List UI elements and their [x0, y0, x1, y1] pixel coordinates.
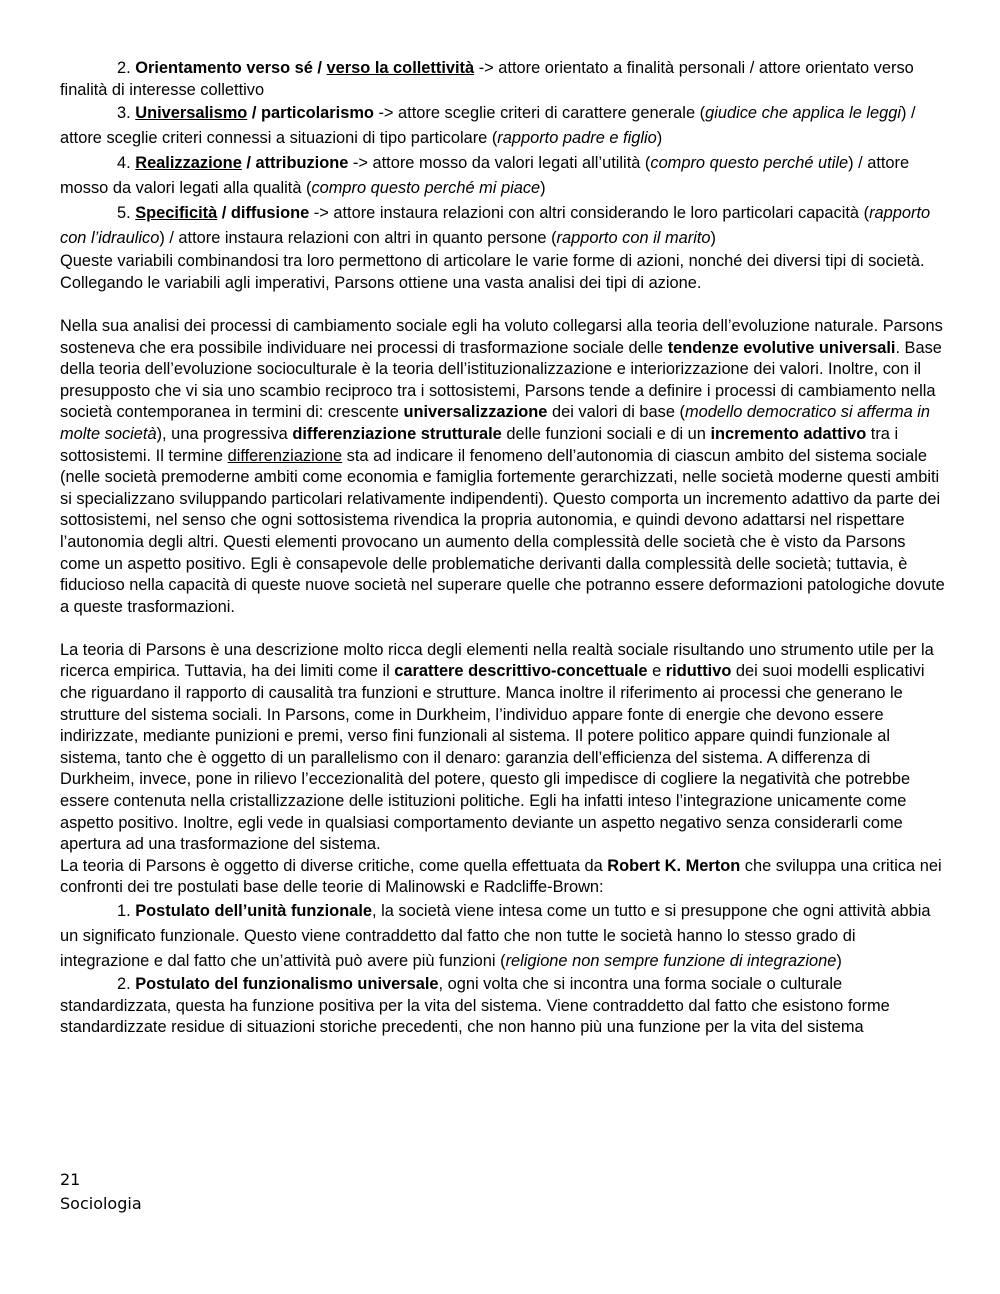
list-item-text: ) / attore sceglie criteri connessi a situazioni di tipo particolare ( — [60, 104, 916, 148]
paragraph-text: delle funzioni sociali e di un — [501, 424, 711, 443]
paragraph-text: dei suoi modelli esplicativi che riguardano il rapporto di causalità tra funzioni e strutture. Manca inoltre il riferimento ai processi che generano le strutture del sistema sociali. In Parsons, come in Durkheim, l’individuo appare fonte di energie che devono essere indirizzate, mediante punizioni e premi, verso fini funzionali al sistema. Il potere politico appare quindi funzionale al sistema, tanto che è oggetto di un parallelismo con il denaro: garanzia dell’efficienza del sistema. A differenza di Durkheim, invece, pone in rilievo l’eccezionalità del potere, questo gli impedisce di cogliere la negatività che potrebbe essere contenuta nella cristallizzazione delle istituzioni politiche. Egli ha infatti inteso l’integrazione unicamente come aspetto positivo. Inoltre, egli vede in qualsiasi comportamento deviante un aspetto negativo senza considerarli come apertura ad una trasformazione del sistema. — [60, 662, 925, 854]
list-item-number: 2. — [117, 59, 131, 77]
paragraph-text: ), una progressiva — [156, 424, 293, 443]
bold-term: Robert K. Merton — [607, 856, 741, 875]
bold-term: incremento adattivo — [710, 424, 867, 443]
bold-term: universalizzazione — [403, 403, 548, 422]
paragraph-text: La teoria di Parsons è oggetto di diverse critiche, come quella effettuata da — [60, 856, 608, 875]
example-italic: rapporto con l’idraulico — [60, 204, 931, 248]
example-italic: rapporto padre e figlio — [497, 129, 657, 148]
list-item-realizzazione — [60, 151, 945, 201]
bold-term: riduttivo — [665, 662, 732, 681]
list-item-postulato-unita — [60, 899, 945, 974]
paragraph-text: Nella sua analisi dei processi di cambiamento sociale egli ha voluto collegarsi alla teoria dell’evoluzione naturale. Parsons sosteneva che era possibile individuare nei processi di trasformazione sociale delle — [60, 316, 943, 357]
page-number: 21 — [60, 1170, 81, 1189]
list-item-number: 2. — [117, 975, 131, 993]
list-item-number: 1. — [117, 902, 131, 920]
list-item-text: , ogni volta che si incontra una forma sociale o culturale standardizzata, questa ha funzione positiva per la vita del sistema. Viene contraddetto dal fatto che esistono forme standardizzate residue di situazioni storiche precedenti, che non hanno più una funzione per la vita del sistema — [60, 975, 890, 1037]
paragraph-text: La teoria di Parsons è una descrizione molto ricca degli elementi nella realtà sociale risultando uno strumento utile per la ricerca empirica. Tuttavia, ha dei limiti come il — [60, 640, 934, 681]
list-item-number: 5. — [117, 204, 131, 223]
example-italic: religione non sempre funzione di integrazione — [505, 952, 837, 970]
term-specificita: Specificità — [135, 204, 218, 223]
paragraph-limits — [60, 640, 945, 856]
term-separator: / — [312, 59, 327, 77]
term-universalismo: Universalismo — [135, 104, 248, 123]
paragraph-gap — [60, 294, 945, 316]
paragraph-text: sta ad indicare il fenomeno dell’autonomia di ciascun ambito del sistema sociale (nelle società premoderne ambiti come economia e famiglia fortemente gerarchizzati, nelle società moderne questi ambiti si specializzano sviluppando particolari relativamente indipendenti). Questo comporta un incremento adattivo da parte dei sottosistemi, nel senso che ogni sottosistema rivendica la propria autonomia, e quindi devono adattarsi nel rispettare l’autonomia degli altri. Questi elementi provocano un aumento della complessità delle società che è visto da Parsons come un aspetto positivo. Egli è consapevole delle problematiche derivanti dalla complessità delle società; tuttavia, è fiducioso nella capacità di queste nuove società nel superare quelle che potranno essere deformazioni patologiche dovute a queste trasformazioni. — [60, 446, 945, 616]
list-item-number: 4. — [117, 154, 131, 173]
example-italic: compro questo perché utile — [650, 154, 849, 173]
list-item-text: ) — [710, 229, 716, 248]
bold-term: Postulato dell’unità funzionale — [135, 902, 372, 920]
page-footer — [60, 1168, 142, 1216]
list-item-postulato-funzionalismo — [60, 974, 945, 1039]
list-item-text: ) — [836, 952, 842, 970]
list-item-text: -> attore instaura relazioni con altri considerando le loro particolari capacità ( — [309, 204, 870, 223]
term-verso-collettivita: verso la collettività — [326, 59, 475, 77]
subject-label: Sociologia — [60, 1194, 142, 1213]
example-italic: rapporto con il marito — [556, 229, 711, 248]
bold-term: differenziazione strutturale — [292, 424, 502, 443]
list-item-text: ) / attore instaura relazioni con altri in quanto persone ( — [159, 229, 557, 248]
bold-term: tendenze evolutive universali — [667, 338, 896, 357]
paragraph-text: tra i sottosistemi. Il termine — [60, 424, 899, 465]
term-realizzazione: Realizzazione — [135, 154, 242, 173]
list-item-text: ) — [540, 179, 546, 198]
paragraph-text: che sviluppa una critica nei confronti dei tre postulati base delle teorie di Malinowski e Radcliffe-Brown: — [60, 856, 942, 897]
term-diffusione: diffusione — [230, 204, 310, 223]
term-particolarismo: particolarismo — [260, 104, 374, 123]
list-item-universalismo — [60, 101, 945, 151]
paragraph-merton — [60, 856, 945, 899]
list-item-specificita — [60, 201, 945, 251]
paragraph-text: e — [647, 662, 666, 681]
example-italic: giudice che applica le leggi — [705, 104, 901, 123]
list-item-orientamento — [60, 58, 945, 101]
list-item-text: -> attore orientato a finalità personali / attore orientato verso finalità di interesse collettivo — [60, 59, 914, 99]
term-separator: / — [241, 154, 256, 173]
paragraph-variables: Queste variabili combinandosi tra loro permettono di articolare le varie forme di azioni, nonché dei diversi tipi di società. Collegando le variabili agli imperativi, Parsons ottiene una vasta analisi dei tipi di azione. — [60, 252, 925, 292]
paragraph-text: . Base della teoria dell’evoluzione socioculturale è la teoria dell’istituzionalizzazione e interiorizzazione dei valori. Inoltre, con il presupposto che vi sia uno scambio reciproco tra i sottosistemi, Parsons tende a definire i processi di cambiamento nella società contemporanea in termini di: crescente — [60, 338, 942, 422]
underlined-term: differenziazione — [227, 446, 343, 465]
paragraph-text: dei valori di base ( — [547, 403, 685, 422]
term-orientamento-se: Orientamento verso sé — [135, 59, 313, 77]
term-attribuzione: attribuzione — [255, 154, 349, 173]
list-item-text: -> attore mosso da valori legati all’utilità ( — [348, 154, 651, 173]
list-item-text: ) / attore mosso da valori legati alla qualità ( — [60, 154, 910, 198]
list-item-text: -> attore sceglie criteri di carattere generale ( — [373, 104, 706, 123]
example-italic: compro questo perché mi piace — [311, 179, 541, 198]
paragraph-gap — [60, 618, 945, 640]
bold-term: Postulato del funzionalismo universale — [135, 975, 439, 993]
list-item-text: ) — [656, 129, 663, 148]
paragraph-evolution — [60, 316, 945, 618]
list-item-text: , la società viene intesa come un tutto e si presuppone che ogni attività abbia un significato funzionale. Questo viene contraddetto dal fatto che non tutte le società hanno lo stesso grado di integrazione e dal fatto che un’attività può avere più funzioni ( — [60, 902, 931, 970]
term-separator: / — [217, 204, 231, 223]
bold-term: carattere descrittivo-concettuale — [394, 662, 648, 681]
example-italic: modello democratico si afferma in molte società — [60, 403, 931, 443]
list-item-number: 3. — [117, 104, 131, 123]
document-page — [60, 58, 945, 1039]
term-separator: / — [247, 104, 261, 123]
